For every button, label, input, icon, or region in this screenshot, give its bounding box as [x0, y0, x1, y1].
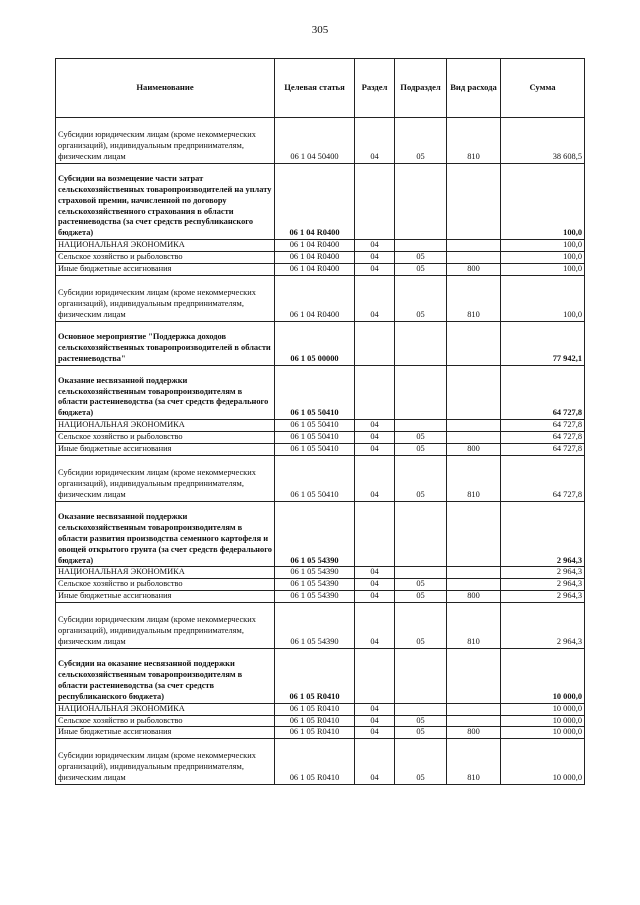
cell-name: Иные бюджетные ассигнования — [56, 444, 275, 456]
cell-type — [447, 715, 501, 727]
cell-type: 800 — [447, 444, 501, 456]
cell-code: 06 1 05 R0410 — [275, 727, 355, 739]
header-code: Целевая статья — [275, 59, 355, 118]
cell-subsection: 05 — [395, 456, 447, 502]
cell-section — [355, 163, 395, 240]
cell-name: Оказание несвязанной поддержки сельскохозяйственным товаропроизводителям в области растениеводства (за счет средств федерального бюджета) — [56, 365, 275, 420]
cell-type: 810 — [447, 739, 501, 785]
cell-subsection — [395, 501, 447, 567]
table-row — [56, 420, 585, 432]
cell-sum: 10 000,0 — [501, 727, 585, 739]
cell-type — [447, 703, 501, 715]
table-row — [56, 240, 585, 252]
cell-name: Иные бюджетные ассигнования — [56, 591, 275, 603]
cell-sum: 64 727,8 — [501, 432, 585, 444]
table-header-row — [56, 59, 585, 118]
cell-subsection: 05 — [395, 591, 447, 603]
cell-section: 04 — [355, 444, 395, 456]
cell-code: 06 1 04 R0400 — [275, 252, 355, 264]
table-row — [56, 703, 585, 715]
cell-type — [447, 501, 501, 567]
table-row — [56, 727, 585, 739]
cell-type: 800 — [447, 727, 501, 739]
cell-section: 04 — [355, 264, 395, 276]
cell-section: 04 — [355, 579, 395, 591]
cell-name: Сельское хозяйство и рыболовство — [56, 432, 275, 444]
cell-name: Иные бюджетные ассигнования — [56, 264, 275, 276]
cell-sum: 10 000,0 — [501, 715, 585, 727]
cell-sum: 100,0 — [501, 264, 585, 276]
cell-section: 04 — [355, 420, 395, 432]
cell-name: Субсидии юридическим лицам (кроме некоммерческих организаций), индивидуальным предпринимателям, физическим лицам — [56, 276, 275, 322]
cell-code: 06 1 05 50410 — [275, 420, 355, 432]
table-row — [56, 252, 585, 264]
table-row — [56, 567, 585, 579]
cell-name: НАЦИОНАЛЬНАЯ ЭКОНОМИКА — [56, 567, 275, 579]
cell-code: 06 1 05 R0410 — [275, 715, 355, 727]
cell-type — [447, 579, 501, 591]
cell-code: 06 1 05 50410 — [275, 456, 355, 502]
table-row — [56, 603, 585, 649]
cell-subsection: 05 — [395, 603, 447, 649]
cell-subsection: 05 — [395, 727, 447, 739]
cell-name: Субсидии юридическим лицам (кроме некоммерческих организаций), индивидуальным предпринимателям, физическим лицам — [56, 603, 275, 649]
cell-type — [447, 648, 501, 703]
cell-name: НАЦИОНАЛЬНАЯ ЭКОНОМИКА — [56, 240, 275, 252]
cell-section: 04 — [355, 276, 395, 322]
cell-sum: 2 964,3 — [501, 591, 585, 603]
cell-sum: 100,0 — [501, 240, 585, 252]
cell-subsection — [395, 420, 447, 432]
cell-subsection: 05 — [395, 264, 447, 276]
cell-code: 06 1 04 R0400 — [275, 264, 355, 276]
cell-section: 04 — [355, 591, 395, 603]
cell-section: 04 — [355, 715, 395, 727]
cell-section: 04 — [355, 432, 395, 444]
table-row — [56, 715, 585, 727]
cell-code: 06 1 05 54390 — [275, 501, 355, 567]
cell-code: 06 1 05 54390 — [275, 603, 355, 649]
cell-name: НАЦИОНАЛЬНАЯ ЭКОНОМИКА — [56, 703, 275, 715]
cell-subsection — [395, 163, 447, 240]
cell-type — [447, 321, 501, 365]
cell-code: 06 1 04 R0400 — [275, 163, 355, 240]
cell-name: Сельское хозяйство и рыболовство — [56, 252, 275, 264]
cell-type — [447, 252, 501, 264]
cell-name: Субсидии на оказание несвязанной поддержки сельскохозяйственным товаропроизводителям в области растениеводства (за счет средств республиканского бюджета) — [56, 648, 275, 703]
cell-subsection: 05 — [395, 444, 447, 456]
cell-code: 06 1 05 50410 — [275, 444, 355, 456]
cell-subsection: 05 — [395, 579, 447, 591]
cell-section: 04 — [355, 727, 395, 739]
cell-sum: 100,0 — [501, 276, 585, 322]
cell-type — [447, 567, 501, 579]
cell-sum: 77 942,1 — [501, 321, 585, 365]
cell-code: 06 1 05 50410 — [275, 365, 355, 420]
cell-code: 06 1 04 R0400 — [275, 276, 355, 322]
cell-code: 06 1 05 00000 — [275, 321, 355, 365]
cell-sum: 2 964,3 — [501, 603, 585, 649]
header-subsection: Подраздел — [395, 59, 447, 118]
cell-type: 800 — [447, 591, 501, 603]
cell-subsection — [395, 240, 447, 252]
cell-sum: 100,0 — [501, 252, 585, 264]
cell-sum: 64 727,8 — [501, 456, 585, 502]
cell-subsection — [395, 365, 447, 420]
table-row — [56, 739, 585, 785]
cell-name: Субсидии на возмещение части затрат сельскохозяйственных товаропроизводителей на уплату страховой премии, начисленной по договору сельскохозяйственного страхования в области растениеводства (за счет средств республиканского бюджета) — [56, 163, 275, 240]
cell-section: 04 — [355, 703, 395, 715]
cell-subsection: 05 — [395, 432, 447, 444]
table-row — [56, 456, 585, 502]
cell-section: 04 — [355, 567, 395, 579]
cell-subsection: 05 — [395, 118, 447, 164]
cell-code: 06 1 04 R0400 — [275, 240, 355, 252]
cell-name: Иные бюджетные ассигнования — [56, 727, 275, 739]
cell-type: 810 — [447, 118, 501, 164]
cell-section: 04 — [355, 739, 395, 785]
cell-name: Сельское хозяйство и рыболовство — [56, 579, 275, 591]
cell-section: 04 — [355, 240, 395, 252]
cell-section — [355, 648, 395, 703]
cell-subsection — [395, 321, 447, 365]
cell-section: 04 — [355, 456, 395, 502]
cell-code: 06 1 05 50410 — [275, 432, 355, 444]
cell-sum: 10 000,0 — [501, 648, 585, 703]
cell-sum: 2 964,3 — [501, 567, 585, 579]
table-row — [56, 579, 585, 591]
budget-table — [55, 58, 585, 785]
table-row — [56, 432, 585, 444]
cell-subsection: 05 — [395, 276, 447, 322]
cell-name: Субсидии юридическим лицам (кроме некоммерческих организаций), индивидуальным предпринимателям, физическим лицам — [56, 739, 275, 785]
cell-code: 06 1 05 54390 — [275, 567, 355, 579]
cell-sum: 64 727,8 — [501, 444, 585, 456]
cell-subsection: 05 — [395, 252, 447, 264]
cell-type — [447, 432, 501, 444]
table-row — [56, 444, 585, 456]
cell-name: Субсидии юридическим лицам (кроме некоммерческих организаций), индивидуальным предпринимателям, физическим лицам — [56, 456, 275, 502]
cell-code: 06 1 05 R0410 — [275, 739, 355, 785]
header-name: Наименование — [56, 59, 275, 118]
cell-section: 04 — [355, 252, 395, 264]
page-number: 305 — [311, 24, 329, 36]
cell-sum: 100,0 — [501, 163, 585, 240]
cell-type: 810 — [447, 456, 501, 502]
cell-type: 810 — [447, 603, 501, 649]
header-type: Вид расхода — [447, 59, 501, 118]
cell-section: 04 — [355, 603, 395, 649]
cell-code: 06 1 05 54390 — [275, 579, 355, 591]
table-row — [56, 501, 585, 567]
cell-section — [355, 501, 395, 567]
cell-sum: 64 727,8 — [501, 420, 585, 432]
table-row — [56, 591, 585, 603]
cell-type — [447, 365, 501, 420]
table-body — [56, 118, 585, 785]
cell-code: 06 1 05 R0410 — [275, 648, 355, 703]
cell-name: Оказание несвязанной поддержки сельскохозяйственным товаропроизводителям в области развития производства семенного картофеля и овощей открытого грунта (за счет средств федерального бюджета) — [56, 501, 275, 567]
cell-name: Основное мероприятие "Поддержка доходов сельскохозяйственных товаропроизводителей в области растениеводства" — [56, 321, 275, 365]
cell-subsection — [395, 567, 447, 579]
cell-sum: 10 000,0 — [501, 739, 585, 785]
cell-type — [447, 163, 501, 240]
cell-code: 06 1 04 50400 — [275, 118, 355, 164]
table-row — [56, 264, 585, 276]
cell-type: 800 — [447, 264, 501, 276]
table-row — [56, 118, 585, 164]
cell-subsection — [395, 703, 447, 715]
cell-section — [355, 321, 395, 365]
cell-name: Сельское хозяйство и рыболовство — [56, 715, 275, 727]
cell-subsection — [395, 648, 447, 703]
cell-type: 810 — [447, 276, 501, 322]
cell-subsection: 05 — [395, 739, 447, 785]
cell-subsection: 05 — [395, 715, 447, 727]
table-row — [56, 276, 585, 322]
cell-sum: 2 964,3 — [501, 579, 585, 591]
table-row — [56, 648, 585, 703]
cell-code: 06 1 05 54390 — [275, 591, 355, 603]
table-row — [56, 163, 585, 240]
cell-sum: 38 608,5 — [501, 118, 585, 164]
header-section: Раздел — [355, 59, 395, 118]
cell-type — [447, 240, 501, 252]
cell-section — [355, 365, 395, 420]
cell-name: Субсидии юридическим лицам (кроме некоммерческих организаций), индивидуальным предпринимателям, физическим лицам — [56, 118, 275, 164]
cell-code: 06 1 05 R0410 — [275, 703, 355, 715]
cell-sum: 2 964,3 — [501, 501, 585, 567]
cell-name: НАЦИОНАЛЬНАЯ ЭКОНОМИКА — [56, 420, 275, 432]
table-row — [56, 321, 585, 365]
cell-section: 04 — [355, 118, 395, 164]
cell-type — [447, 420, 501, 432]
cell-sum: 64 727,8 — [501, 365, 585, 420]
table-row — [56, 365, 585, 420]
header-sum: Сумма — [501, 59, 585, 118]
cell-sum: 10 000,0 — [501, 703, 585, 715]
